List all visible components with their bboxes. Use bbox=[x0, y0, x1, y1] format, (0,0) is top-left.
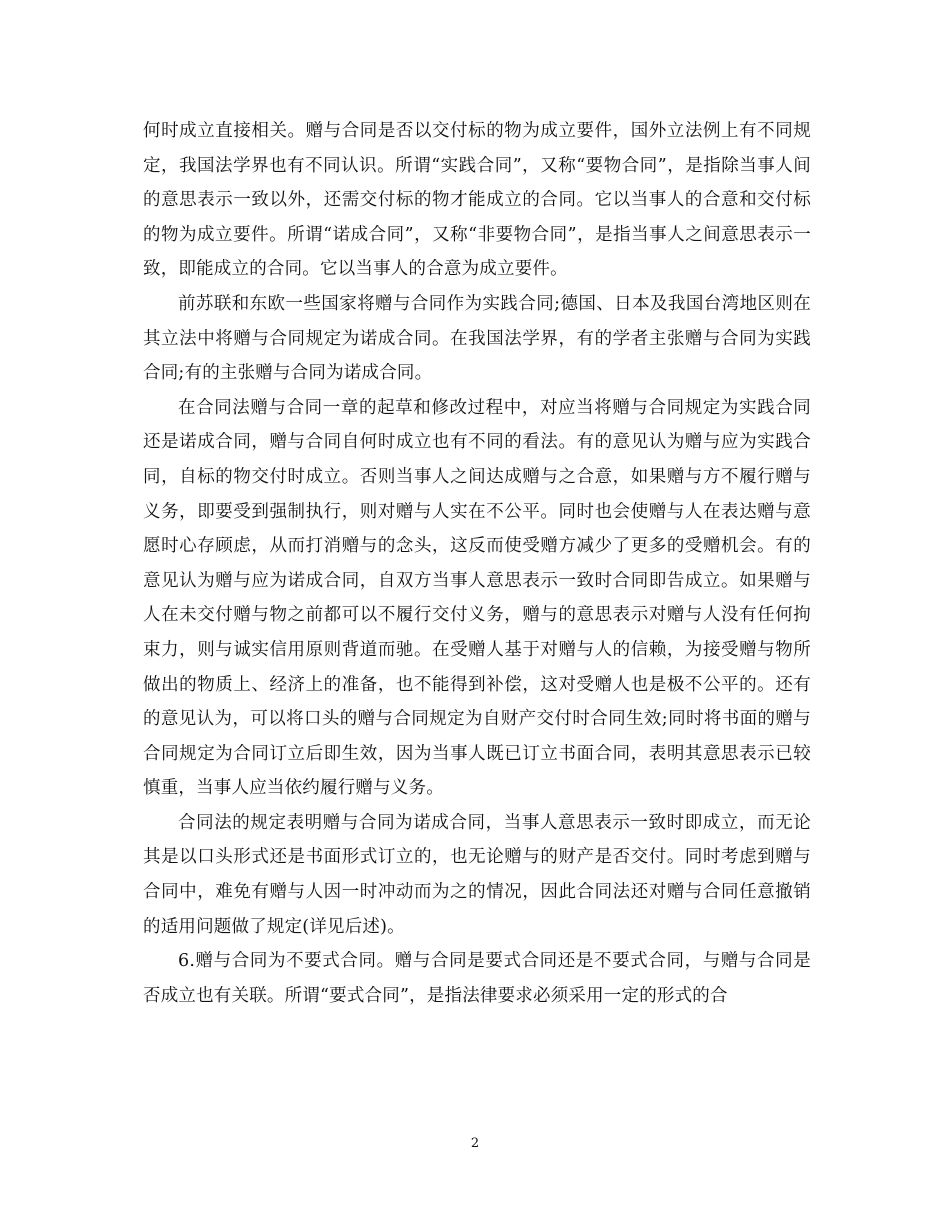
paragraph-continuation: 何时成立直接相关。赠与合同是否以交付标的物为成立要件，国外立法例上有不同规定，我国法学界也有不同认识。所谓“实践合同”，又称“要物合同”，是指除当事人间的意思表示一致以外，还需交付标的物才能成立的合同。它以当事人的合意和交付标的物为成立要件。所谓“诺成合同”，又称“非要物合同”，是指当事人之间意思表示一致，即能成立的合同。它以当事人的合意为成立要件。 bbox=[143, 121, 811, 280]
paragraph-informal-contract: 6.赠与合同为不要式合同。赠与合同是要式合同还是不要式合同，与赠与合同是否成立也有关联。所谓“要式合同”，是指法律要求必须采用一定的形式的合 bbox=[143, 951, 811, 1006]
page-number: 2 bbox=[470, 1136, 480, 1151]
paragraph-contract-law-rule: 合同法的规定表明赠与合同为诺成合同，当事人意思表示一致时即成立，而无论其是以口头形式还是书面形式订立的，也无论赠与的财产是否交付。同时考虑到赠与合同中，难免有赠与人因一时冲动而为之的情况，因此合同法还对赠与合同任意撤销的适用问题做了规定(详见后述)。 bbox=[143, 812, 811, 937]
paragraph-drafting-debate: 在合同法赠与合同一章的起草和修改过程中，对应当将赠与合同规定为实践合同还是诺成合同，赠与合同自何时成立也有不同的看法。有的意见认为赠与应为实践合同，自标的物交付时成立。否则当事人之间达成赠与之合意，如果赠与方不履行赠与义务，即要受到强制执行，则对赠与人实在不公平。同时也会使赠与人在表达赠与意愿时心存顾虑，从而打消赠与的念头，这反而使受赠方减少了更多的受赠机会。有的意见认为赠与应为诺成合同，自双方当事人意思表示一致时合同即告成立。如果赠与人在未交付赠与物之前都可以不履行交付义务，赠与的意思表示对赠与人没有任何拘束力，则与诚实信用原则背道而驰。在受赠人基于对赠与人的信赖，为接受赠与物所做出的物质上、经济上的准备，也不能得到补偿，这对受赠人也是极不公平的。还有的意见认为，可以将口头的赠与合同规定为自财产交付时合同生效;同时将书面的赠与合同规定为合同订立后即生效，因为当事人既已订立书面合同，表明其意思表示已较慎重，当事人应当依约履行赠与义务。 bbox=[143, 397, 811, 799]
paragraph-soviet-germany: 前苏联和东欧一些国家将赠与合同作为实践合同;德国、日本及我国台湾地区则在其立法中将赠与合同规定为诺成合同。在我国法学界，有的学者主张赠与合同为实践合同;有的主张赠与合同为诺成合同。 bbox=[143, 293, 811, 384]
document-body bbox=[143, 114, 811, 1013]
